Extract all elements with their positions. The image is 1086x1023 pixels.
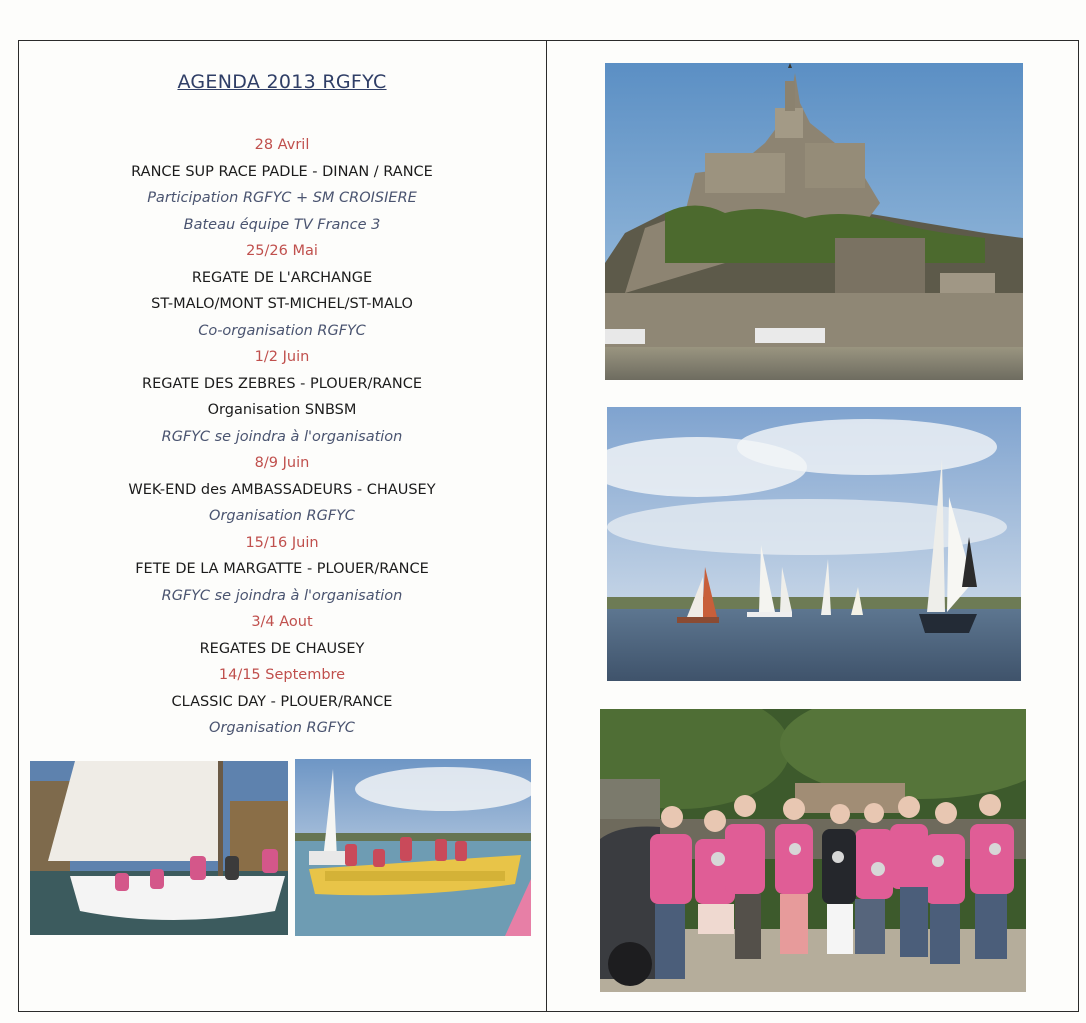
classic-boat-photo (30, 761, 288, 935)
agenda-list (18, 132, 546, 742)
agenda-date-line: 28 Avril (254, 137, 310, 153)
agenda-date-line: 8/9 Juin (254, 455, 310, 471)
agenda-event-line: REGATE DES ZEBRES - PLOUER/RANCE (142, 375, 422, 392)
agenda-title: AGENDA 2013 RGFYC (177, 71, 387, 93)
column-divider (546, 40, 547, 1012)
agenda-date-line: 15/16 Juin (245, 534, 319, 551)
agenda-event-line: RANCE SUP RACE PADLE - DINAN / RANCE (131, 163, 433, 180)
agenda-event-line: FETE DE LA MARGATTE - PLOUER/RANCE (135, 561, 429, 577)
yellow-rib-boat-photo (295, 759, 531, 936)
agenda-note-line: RGFYC se joindra à l'organisation (161, 587, 403, 604)
agenda-note-line: Bateau équipe TV France 3 (183, 216, 381, 233)
agenda-event-line: REGATE DE L'ARCHANGE (191, 269, 373, 286)
agenda-event-line: WEK-END des AMBASSADEURS - CHAUSEY (128, 481, 436, 498)
agenda-date-line: 14/15 Septembre (218, 667, 346, 683)
agenda-date-line: 3/4 Aout (251, 614, 313, 630)
agenda-note-line: RGFYC se joindra à l'organisation (161, 428, 403, 445)
prize-winners-photo (600, 709, 1026, 992)
regatta-sails-photo (607, 407, 1021, 681)
agenda-note-line: Organisation RGFYC (209, 508, 355, 524)
agenda-event-line: CLASSIC DAY - PLOUER/RANCE (171, 693, 393, 710)
mont-saint-michel-photo (605, 63, 1023, 380)
agenda-note-line: Co-organisation RGFYC (198, 322, 366, 339)
agenda-date-line: 1/2 Juin (254, 349, 310, 365)
agenda-note-line: Participation RGFYC + SM CROISIERE (147, 190, 417, 206)
agenda-event-line: Organisation SNBSM (207, 402, 357, 418)
agenda-event-line: ST-MALO/MONT ST-MICHEL/ST-MALO (151, 296, 413, 312)
agenda-date-line: 25/26 Mai (246, 243, 318, 259)
agenda-event-line: REGATES DE CHAUSEY (199, 640, 365, 657)
agenda-note-line: Organisation RGFYC (209, 720, 355, 736)
